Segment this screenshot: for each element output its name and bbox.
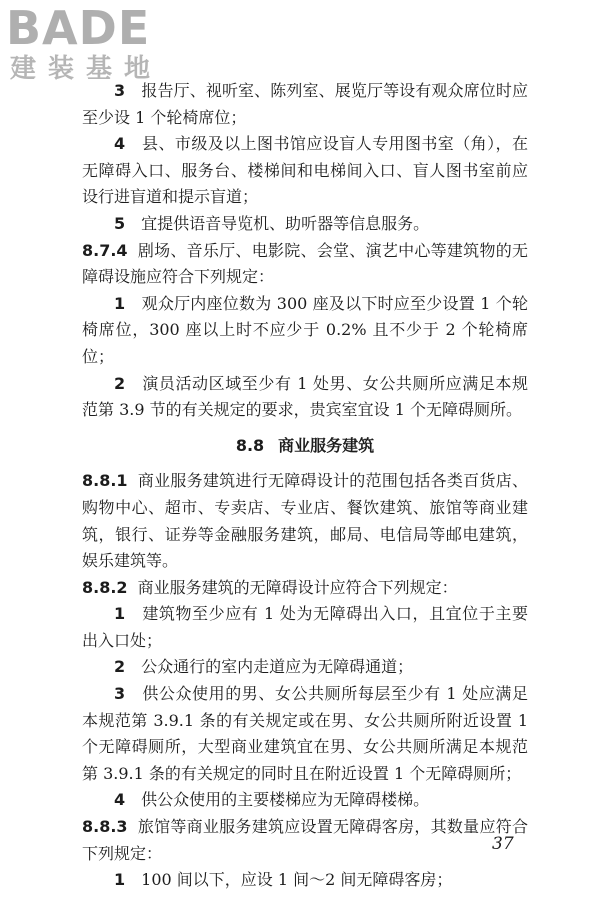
list-item: 2 公众通行的室内走道应为无障碍通道； (114, 657, 414, 677)
page-number: 37 (492, 834, 514, 854)
clause-8-8-3: 8.8.3 旅馆等商业服务建筑应设置无障碍客房，其数量应符合下列规定： (82, 817, 528, 863)
clause-8-7-4: 8.7.4 剧场、音乐厅、电影院、会堂、演艺中心等建筑物的无障碍设施应符合下列规定： (82, 240, 528, 287)
list-item: 2 演员活动区域至少有 1 处男、女公共厕所应满足本规范第 3.9 节的有关规定的要求，贵宾室宜设 1 个无障碍厕所。 (82, 373, 528, 420)
list-item: 1 观众厅内座位数为 300 座及以下时应至少设置 1 个轮椅席位，300 座以上时不应少于 0.2% 且不少于 2 个轮椅席位； (82, 293, 528, 366)
list-item: 4 供公众使用的主要楼梯应为无障碍楼梯。 (114, 790, 430, 810)
list-item: 4 县、市级及以上图书馆应设盲人专用图书室（角），在无障碍入口、服务台、楼梯间和电梯间入口、盲人图书室前应设行进盲道和提示盲道； (82, 134, 528, 207)
list-item: 3 报告厅、视听室、陈列室、展览厅等设有观众席位时应至少设 1 个轮椅席位； (82, 81, 528, 127)
list-item: 3 供公众使用的男、女公共厕所每层至少有 1 处应满足本规范第 3.9.1 条的有关规定或在男、女公共厕所附近设置 1 个无障碍厕所，大型商业建筑宜在男、女公共厕所满足本规范第 3.9.1 条的有关规定的同时且在附近设置 1 个无障碍厕所； (82, 684, 528, 783)
section-heading: 8.8 商业服务建筑 (235, 435, 375, 455)
list-item: 1 100 间以下，应设 1 间～2 间无障碍客房； (114, 870, 453, 890)
document-body (82, 78, 528, 894)
watermark-brand: BADE (6, 1, 151, 55)
watermark-subtitle: 建装基地 (10, 54, 163, 84)
list-item: 1 建筑物至少应有 1 处为无障碍出入口，且宜位于主要出入口处； (82, 604, 528, 650)
clause-8-8-1: 8.8.1 商业服务建筑进行无障碍设计的范围包括各类百货店、购物中心、超市、专卖店、专业店、餐饮建筑、旅馆等商业建筑，银行、证券等金融服务建筑，邮局、电信局等邮电建筑，娱乐建筑等。 (82, 471, 528, 571)
clause-8-8-2: 8.8.2 商业服务建筑的无障碍设计应符合下列规定： (82, 577, 458, 597)
list-item: 5 宜提供语音导览机、助听器等信息服务。 (114, 213, 430, 233)
